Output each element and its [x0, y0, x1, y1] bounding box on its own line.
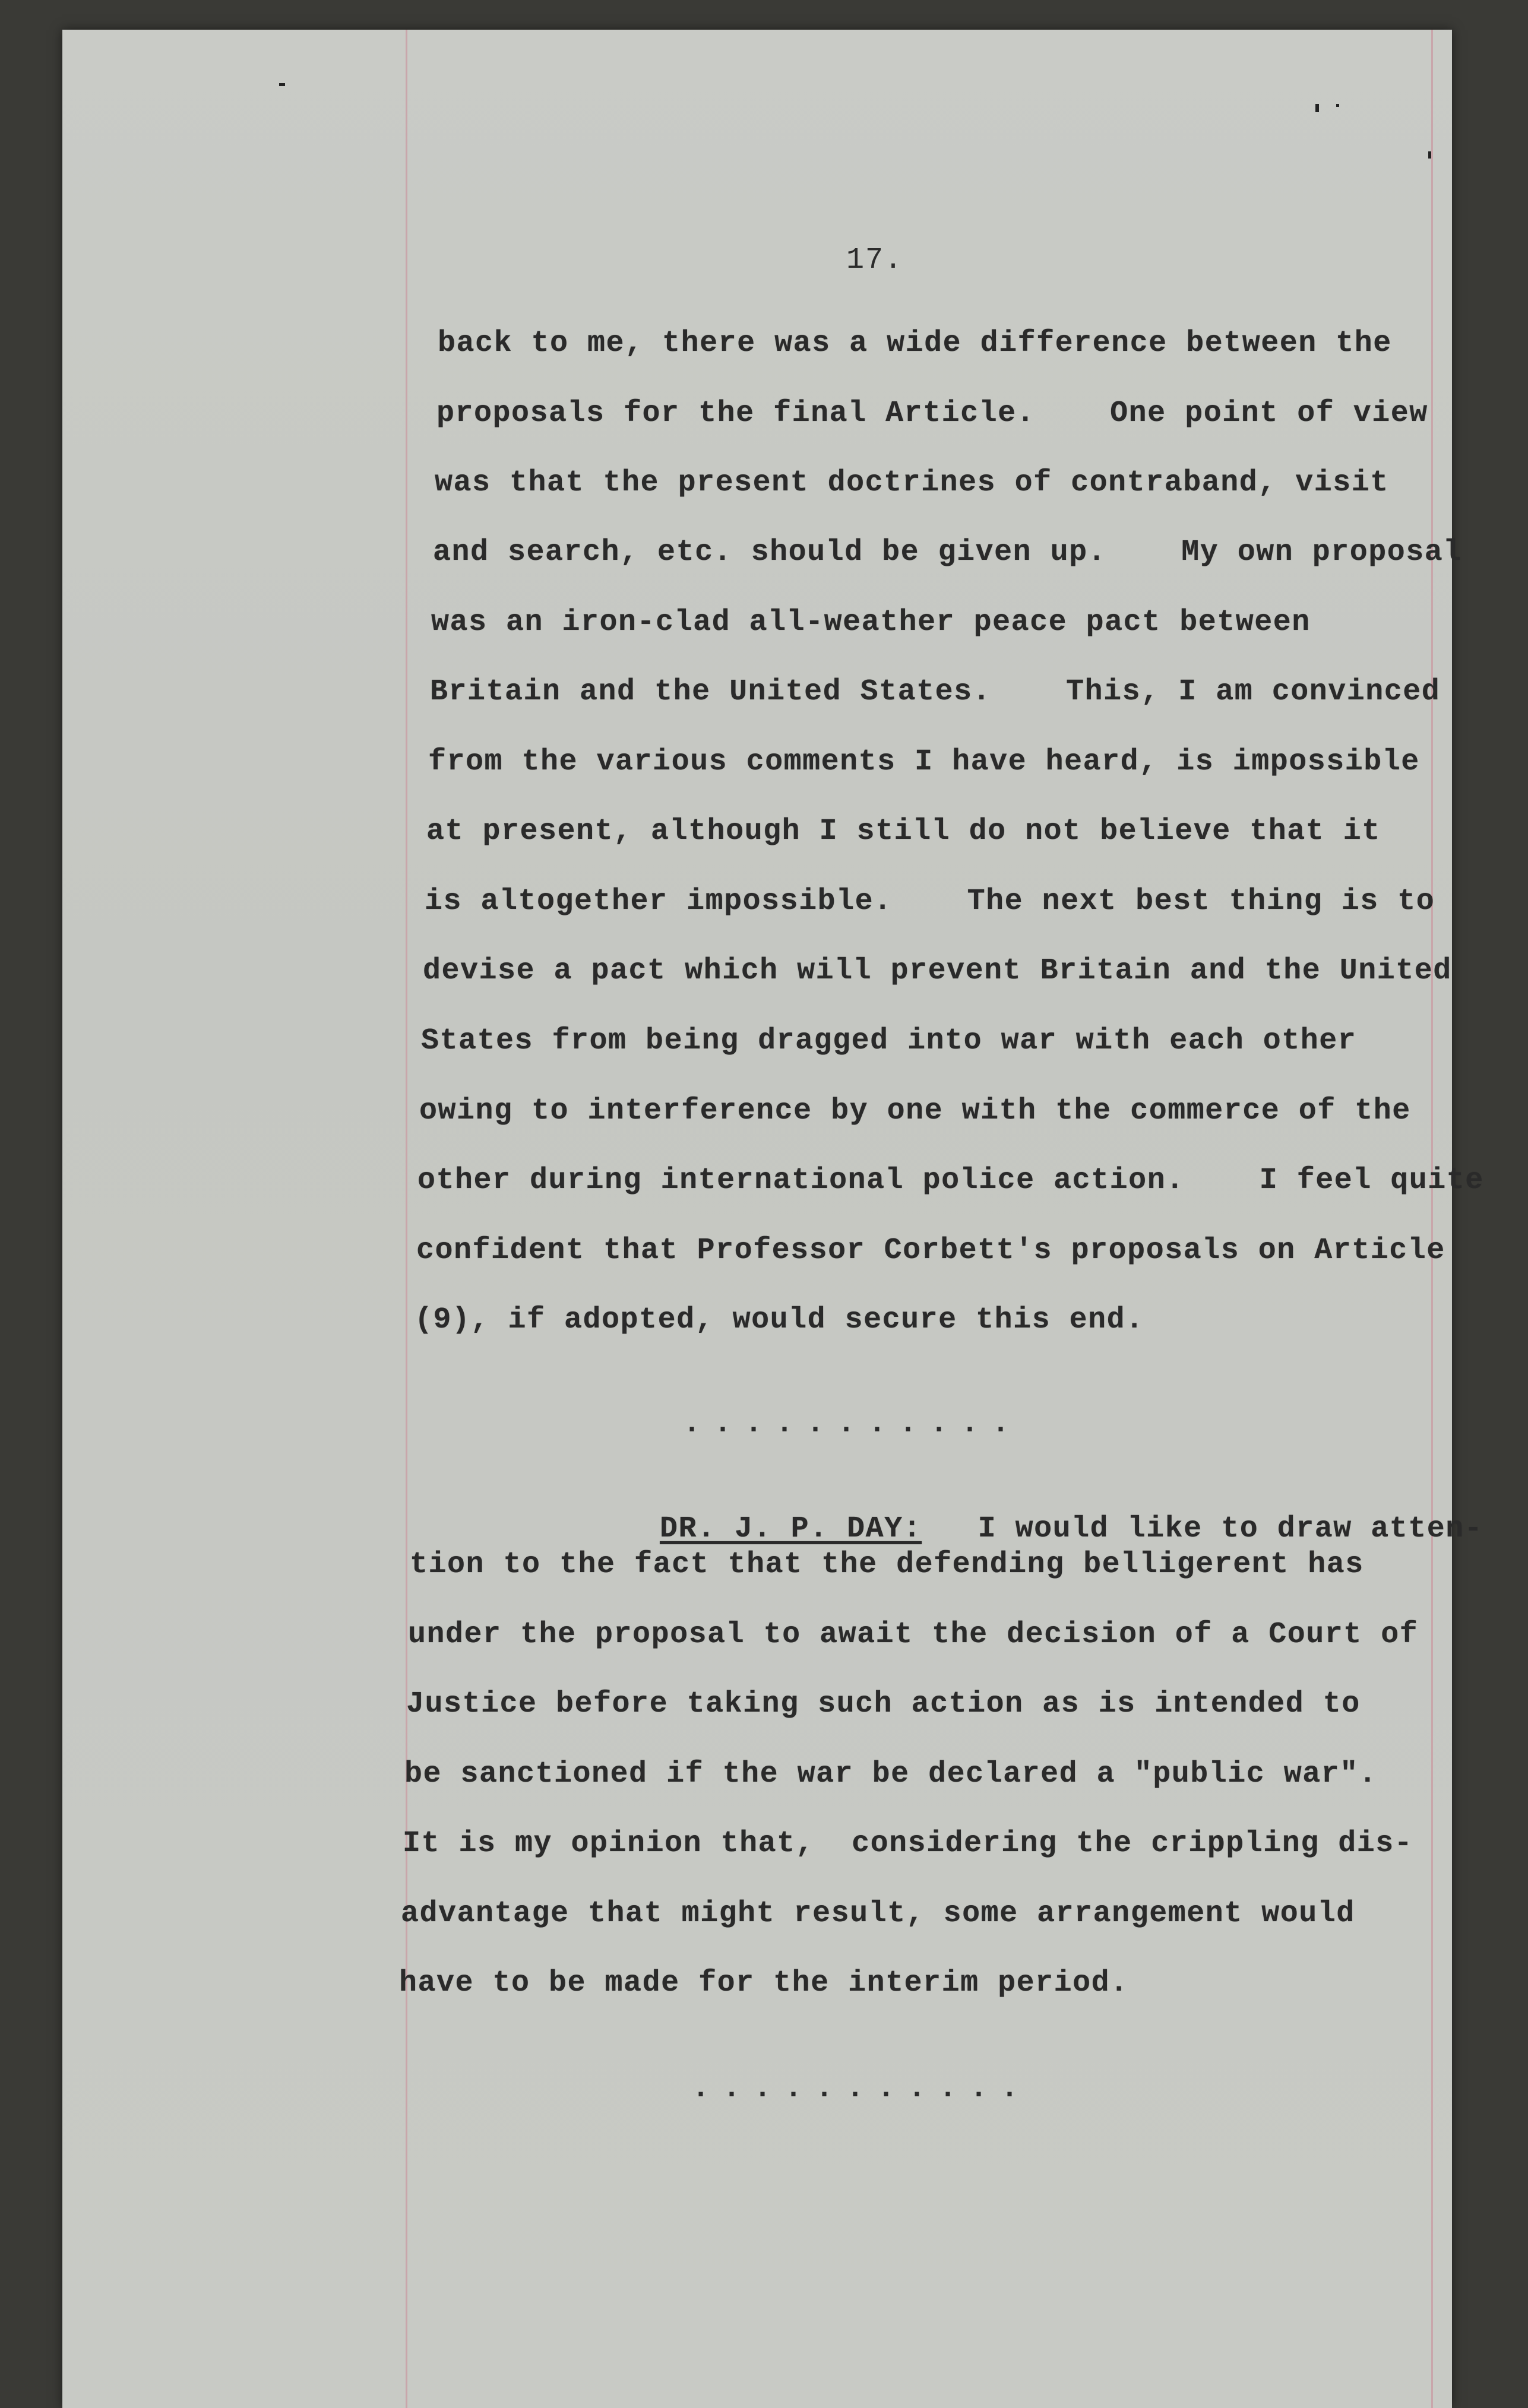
body-line: back to me, there was a wide difference between the [438, 327, 1392, 360]
body-line: other during international police action. I feel quite [417, 1164, 1484, 1197]
ink-mark [1315, 104, 1319, 112]
section-separator: ........... [683, 1407, 1023, 1441]
speech-first-line: I would like to draw atten- [922, 1512, 1483, 1546]
section-separator: ........... [692, 2072, 1032, 2106]
body-line: is altogether impossible. The next best thing is to [425, 885, 1435, 918]
ink-mark [1428, 151, 1431, 159]
speech-line: under the proposal to await the decision of a Court of [408, 1618, 1419, 1652]
speech-line: have to be made for the interim period. [399, 1966, 1129, 2000]
page-number: 17. [846, 243, 904, 277]
speech-line: advantage that might result, some arrangement would [401, 1897, 1355, 1931]
body-line: was an iron-clad all-weather peace pact between [431, 606, 1311, 639]
ink-mark [1336, 104, 1339, 107]
body-line: proposals for the final Article. One point of view [436, 397, 1428, 430]
ink-mark [279, 83, 285, 86]
body-line: was that the present doctrines of contraband, visit [435, 466, 1389, 500]
body-line: owing to interference by one with the commerce of the [419, 1094, 1411, 1128]
speech-line: be sanctioned if the war be declared a "public war". [404, 1757, 1378, 1791]
body-line: devise a pact which will prevent Britain and the United [423, 954, 1452, 988]
right-margin-rule [1431, 30, 1433, 2408]
speech-line: It is my opinion that, considering the crippling dis- [403, 1827, 1413, 1861]
body-line: at present, although I still do not believe that it [426, 815, 1381, 848]
speaker-name: DR. J. P. DAY: [660, 1512, 922, 1546]
left-margin-rule [406, 30, 407, 2408]
speech-line: tion to the fact that the defending belligerent has [410, 1548, 1364, 1582]
document-page [62, 30, 1484, 2408]
body-line: and search, etc. should be given up. My own proposal [433, 536, 1462, 569]
body-line: States from being dragged into war with each other [421, 1024, 1357, 1058]
body-line: (9), if adopted, would secure this end. [415, 1303, 1144, 1337]
body-line: Britain and the United States. This, I am convinced [430, 675, 1441, 709]
body-line: from the various comments I have heard, is impossible [428, 745, 1420, 779]
speech-line: Justice before taking such action as is intended to [406, 1687, 1361, 1721]
body-line: confident that Professor Corbett's proposals on Article [416, 1234, 1445, 1268]
